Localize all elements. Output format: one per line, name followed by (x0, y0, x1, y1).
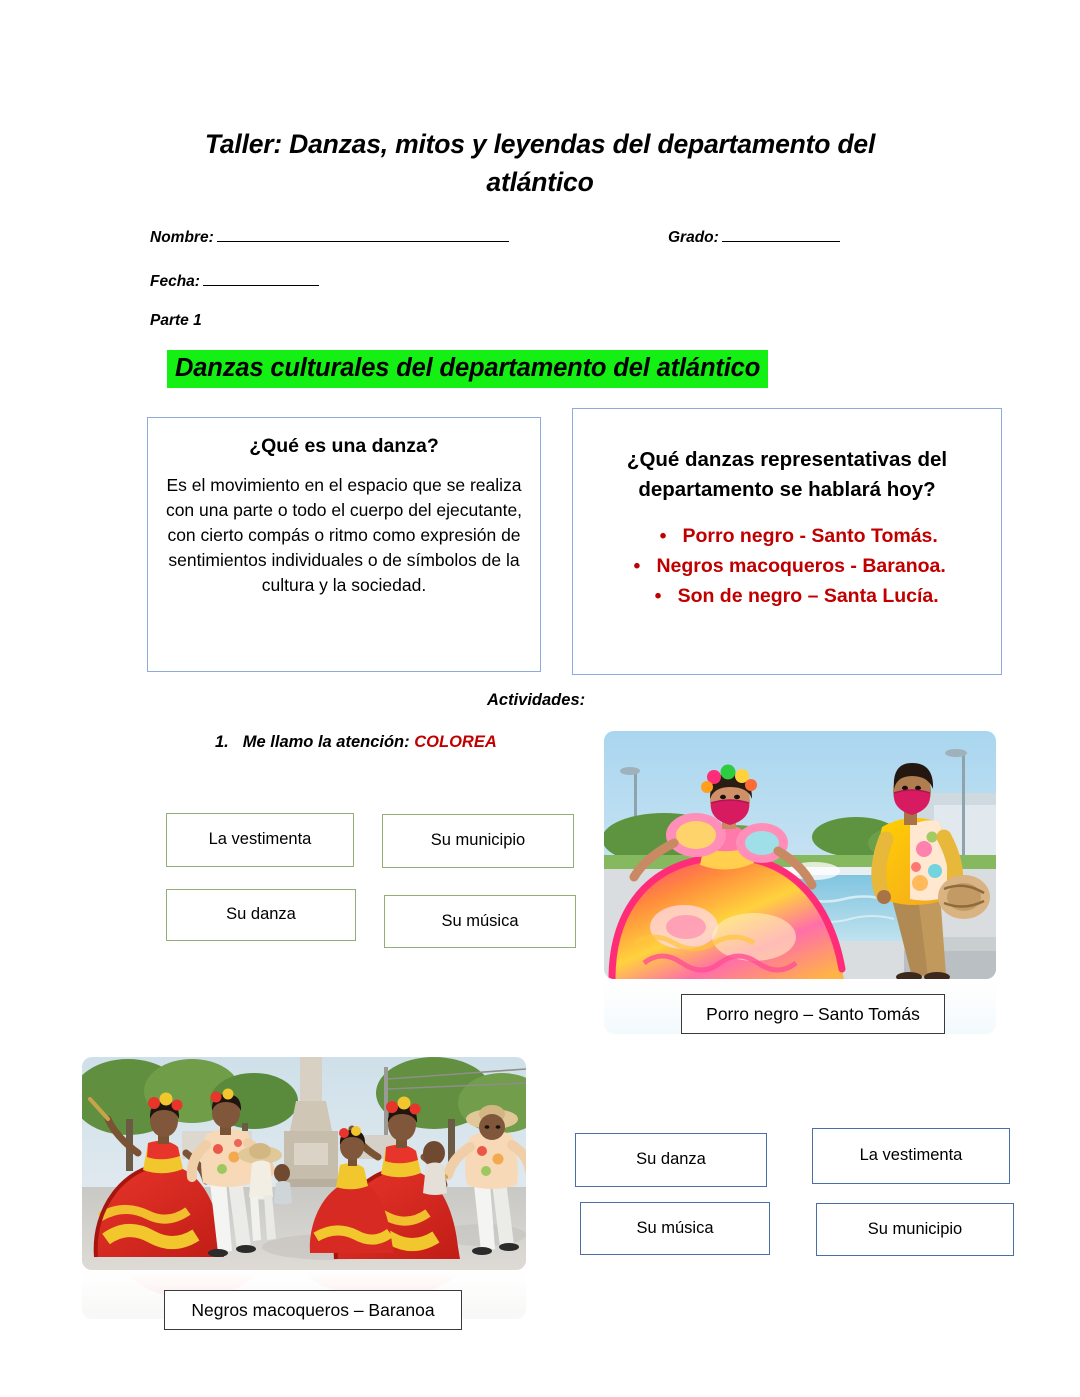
list-item (589, 522, 985, 552)
photo-porro-negro-art (604, 731, 996, 979)
grado-label: Grado: (668, 229, 719, 247)
field-row-grado (668, 228, 840, 247)
photo-porro-negro (604, 731, 996, 979)
option-box-su-municipio-green[interactable]: Su municipio (382, 814, 574, 868)
option-box-su-danza-green[interactable]: Su danza (166, 889, 356, 941)
page-title: Taller: Danzas, mitos y leyendas del departamento del atlántico (204, 129, 876, 197)
nombre-input-line[interactable] (217, 228, 509, 242)
activity-text: Me llamo la atención: (242, 733, 410, 751)
section-heading-danzas-culturales: Danzas culturales del departamento del atlántico (167, 350, 768, 388)
danzas-question: ¿Qué danzas representativas del departamento se hablará hoy? (626, 448, 948, 501)
bullet-icon: • (654, 584, 662, 607)
danza-item-label: Porro negro - Santo Tomás. (682, 525, 938, 548)
option-box-la-vestimenta-green[interactable]: La vestimenta (166, 813, 354, 867)
bullet-icon: • (633, 555, 641, 578)
activity-item-1 (215, 733, 497, 752)
list-item (589, 552, 985, 582)
nombre-label: Nombre: (150, 229, 214, 247)
photo-negros-macoqueros-art (82, 1057, 526, 1270)
option-box-su-musica-blue[interactable]: Su música (580, 1202, 770, 1255)
option-box-su-musica-green[interactable]: Su música (384, 895, 576, 948)
parte-label: Parte 1 (150, 312, 202, 329)
activity-highlight-word: COLOREA (414, 733, 497, 751)
fecha-input-line[interactable] (203, 272, 319, 286)
activity-number: 1. (215, 733, 229, 751)
option-box-la-vestimenta-blue[interactable]: La vestimenta (812, 1128, 1010, 1184)
field-row-fecha (150, 272, 319, 291)
danza-item-label: Son de negro – Santa Lucía. (677, 584, 939, 607)
photo-negros-macoqueros (82, 1057, 526, 1270)
definition-body: Es el movimiento en el espacio que se realiza con una parte o todo el cuerpo del ejecutante, con cierto compás o ritmo como expresión de sentimientos individuales o de símbolos de la cultura y la sociedad. (165, 475, 523, 595)
grado-input-line[interactable] (722, 228, 840, 242)
danzas-question-box (572, 408, 1002, 675)
actividades-heading: Actividades: (487, 691, 586, 709)
danza-item-label: Negros macoqueros - Baranoa. (656, 555, 946, 578)
photo-caption-negros-macoqueros: Negros macoqueros – Baranoa (164, 1290, 462, 1330)
definition-box (147, 417, 541, 672)
option-box-su-danza-blue[interactable]: Su danza (575, 1133, 767, 1187)
field-row-nombre (150, 228, 509, 247)
option-box-su-municipio-blue[interactable]: Su municipio (816, 1203, 1014, 1256)
danzas-list (589, 522, 985, 611)
fecha-label: Fecha: (150, 273, 200, 291)
list-item (589, 582, 985, 612)
definition-question: ¿Qué es una danza? (249, 435, 439, 457)
photo-caption-porro-negro: Porro negro – Santo Tomás (681, 994, 945, 1034)
bullet-icon: • (659, 525, 667, 548)
